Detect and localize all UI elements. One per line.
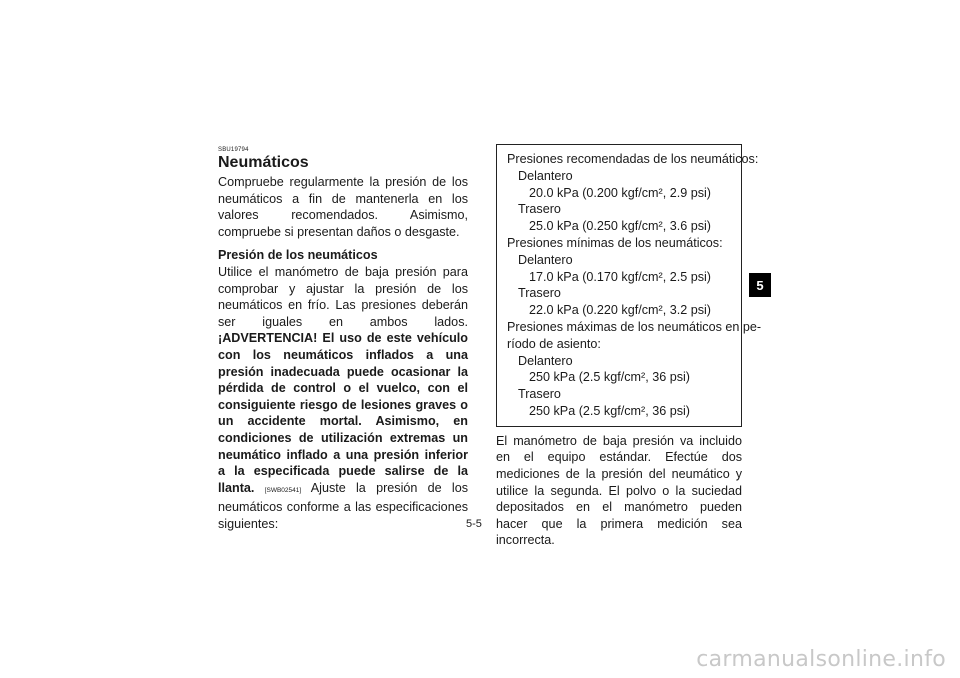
spec-maximum-front-label: Delantero: [518, 353, 573, 368]
warning-text: ¡ADVERTENCIA! El uso de este vehículo con los neumáticos inflados a una presión inadecuada puede ocasionar la pérdida de control o el vuelco, con el consiguiente riesgo de lesiones graves o un accidente mortal. Asimismo, en condiciones de utilización extremas un neumático inflado a una presión inferior a la especificada puede salirse de la llanta.: [218, 331, 468, 495]
spec-maximum-title-line1: Presiones máximas de los neumáticos en pe-: [507, 319, 762, 334]
closing-text: Ajuste la presión de los neumáticos conforme a las especificaciones siguientes:: [218, 480, 469, 531]
warning-code: [SWB02541]: [264, 486, 302, 494]
chapter-tab: 5: [749, 273, 771, 297]
spec-minimum-rear-label: Trasero: [518, 286, 561, 301]
spec-minimum-front-value: 17.0 kPa (0.170 kgf/cm², 2.5 psi): [529, 269, 711, 284]
spec-maximum-front-value: 250 kPa (2.5 kgf/cm², 36 psi): [529, 370, 690, 385]
spec-recommended-front-value: 20.0 kPa (0.200 kgf/cm², 2.9 psi): [529, 185, 711, 200]
spec-maximum-rear-value: 250 kPa (2.5 kgf/cm², 36 psi): [529, 403, 690, 418]
section-code: SBU19794: [218, 147, 249, 153]
right-column: [496, 144, 762, 549]
spec-maximum-rear-label: Trasero: [518, 387, 561, 402]
spec-minimum-front-label: Delantero: [518, 252, 573, 267]
page-number: 5-5: [466, 518, 482, 530]
spec-recommended-rear-value: 25.0 kPa (0.250 kgf/cm², 3.6 psi): [529, 219, 711, 234]
spec-recommended-rear-label: Trasero: [518, 202, 561, 217]
watermark: carmanualsonline.info: [696, 647, 946, 672]
left-column: [218, 146, 468, 532]
spec-recommended-front-label: Delantero: [518, 168, 573, 183]
subheading-tire-pressure: Presión de los neumáticos: [218, 248, 378, 263]
body-text: Utilice el manómetro de baja presión para comprobar y ajustar la presión de los neumáticos en frío. Las presiones deberán ser iguales en ambos lados.: [218, 264, 468, 329]
pressure-spec-box: [496, 144, 762, 427]
gauge-paragraph: El manómetro de baja presión va incluido en el equipo estándar. Efectúe dos mediciones de la presión del neumático y utilice la segunda. El polvo o la suciedad depositados en el manómetro pueden hacer que la primera medición sea incorrecta.: [496, 433, 742, 548]
intro-paragraph: Compruebe regularmente la presión de los neumáticos a fin de mantenerla en los valores recomendados. Asimismo, compruebe si presentan daños o desgaste.: [218, 175, 468, 239]
spec-minimum-rear-value: 22.0 kPa (0.220 kgf/cm², 3.2 psi): [529, 303, 711, 318]
spec-minimum-title: Presiones mínimas de los neumáticos:: [507, 235, 723, 250]
pressure-paragraph: [218, 264, 468, 533]
spec-maximum-title-line2: ríodo de asiento:: [507, 336, 601, 351]
spec-recommended-title: Presiones recomendadas de los neumáticos:: [507, 152, 759, 166]
section-title: Neumáticos: [218, 154, 309, 171]
